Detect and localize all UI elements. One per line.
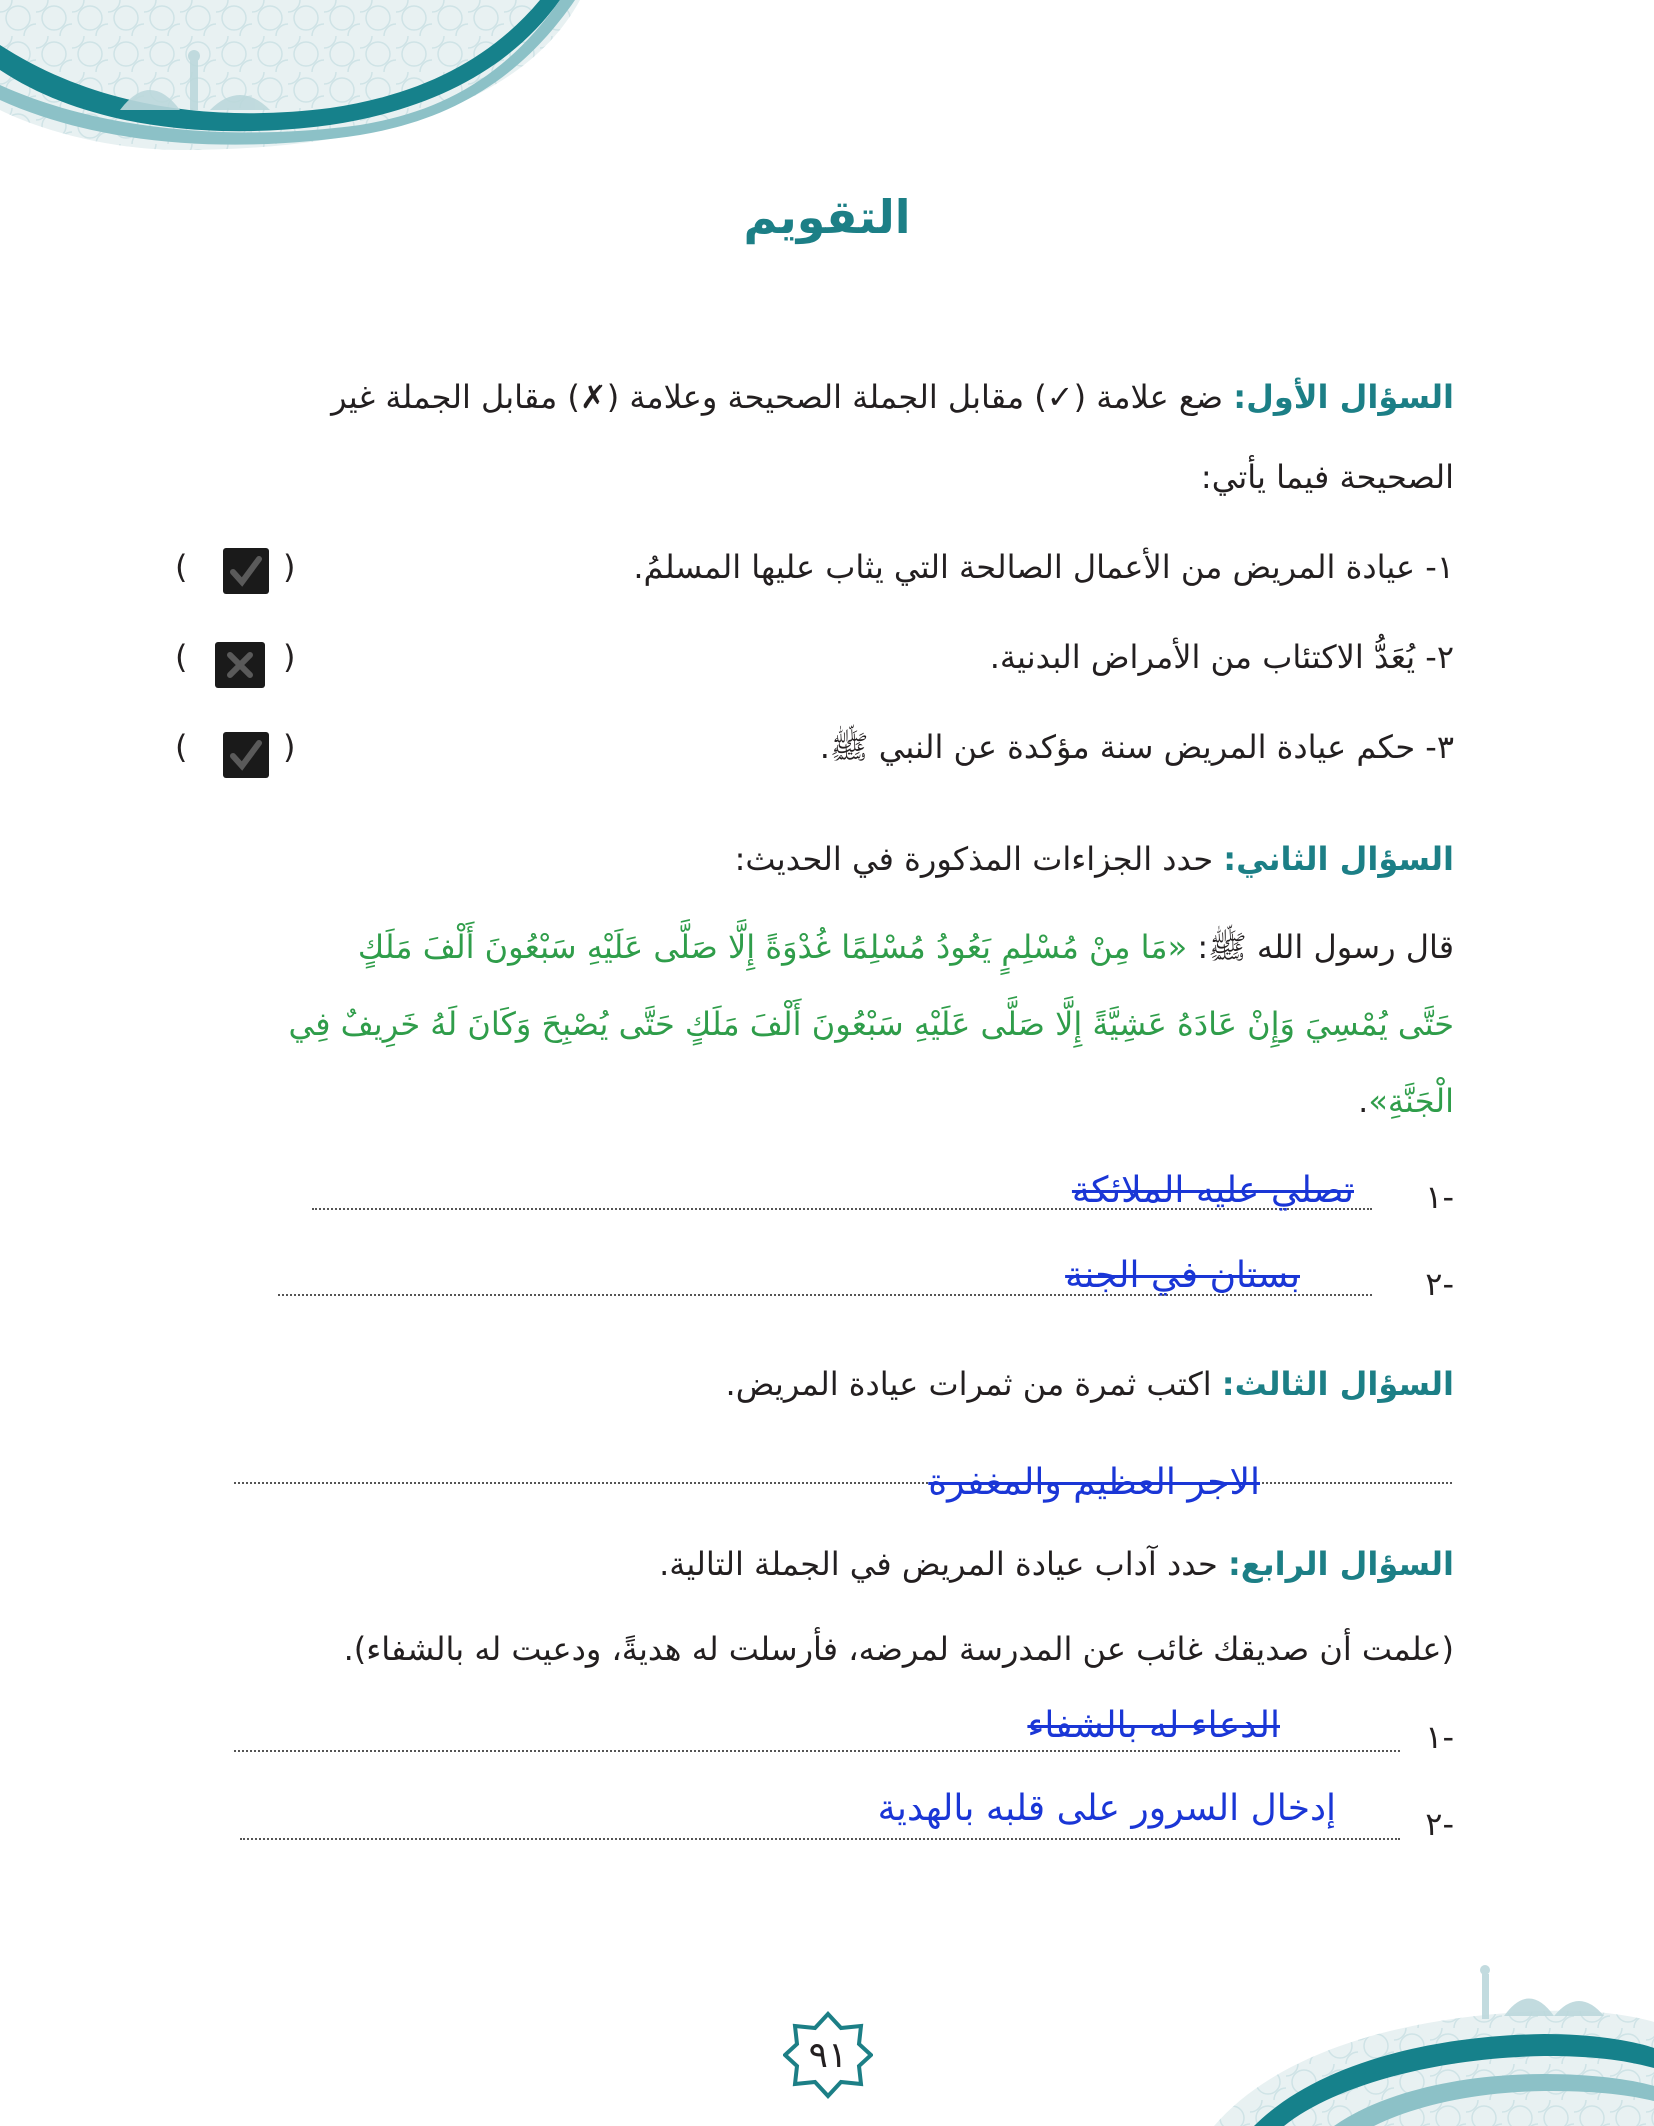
hadith-line-2: حَتَّى يُمْسِيَ وَإِنْ عَادَهُ عَشِيَّةً إِلَّا صَلَّى عَلَيْهِ سَبْعُونَ أَلْفَ مَلَكٍ حَتَّى يُصْبِحَ وَكَانَ لَهُ خَرِيفٌ فِي <box>288 1005 1454 1043</box>
q1-answer-1[interactable]: ( ) <box>175 548 295 598</box>
answer-line <box>234 1750 1400 1752</box>
q3-answer[interactable]: الاجر العظيم والمغفرة <box>928 1462 1260 1503</box>
q2-label: السؤال الثاني: <box>1223 840 1454 878</box>
checkmark-icon <box>223 548 269 594</box>
hadith-intro: قال رسول الله ﷺ: <box>1187 928 1454 966</box>
q4-text: حدد آداب عيادة المريض في الجملة التالية. <box>659 1545 1228 1583</box>
cross-icon <box>215 642 265 688</box>
q2-prompt <box>735 840 1454 878</box>
checkmark-icon <box>223 732 269 778</box>
q4-answer-num-2: ٢- <box>1425 1805 1454 1843</box>
q1-text-line1: ضع علامة (✓) مقابل الجملة الصحيحة وعلامة (✗) مقابل الجملة غير <box>331 378 1234 416</box>
hadith-text-3: الْجَنَّةِ» <box>1368 1082 1454 1120</box>
q1-statement-2: ٢- يُعَدُّ الاكتئاب من الأمراض البدنية. <box>989 638 1454 676</box>
answer-line <box>234 1482 1452 1484</box>
q2-text: حدد الجزاءات المذكورة في الحديث: <box>734 840 1224 878</box>
hadith-line-3 <box>1358 1082 1454 1120</box>
hadith-text-1: «مَا مِنْ مُسْلِمٍ يَعُودُ مُسْلِمًا غُدْوَةً إِلَّا صَلَّى عَلَيْهِ سَبْعُونَ أَلْفَ مَلَكٍ <box>357 928 1188 966</box>
decorative-corner-bottom <box>1214 1956 1654 2126</box>
q1-prompt-line2: الصحيحة فيما يأتي: <box>1200 458 1454 496</box>
q1-statement-1: ١- عيادة المريض من الأعمال الصالحة التي يثاب عليها المسلمُ. <box>633 548 1454 586</box>
q2-answer-2[interactable]: بستان في الجنة <box>1065 1255 1300 1296</box>
decorative-corner-top <box>0 0 580 160</box>
q1-label: السؤال الأول: <box>1233 378 1454 416</box>
q1-statement-3: ٣- حكم عيادة المريض سنة مؤكدة عن النبي ﷺ. <box>819 728 1454 766</box>
q4-answer-1[interactable]: الدعاء له بالشفاء <box>1027 1705 1280 1746</box>
answer-line <box>240 1838 1400 1840</box>
q4-label: السؤال الرابع: <box>1227 1545 1454 1583</box>
q3-prompt <box>726 1365 1454 1403</box>
page-number-badge <box>783 2010 873 2100</box>
q1-answer-2[interactable]: ( ) <box>175 638 295 688</box>
q4-prompt <box>659 1545 1454 1583</box>
q2-answer-num-1: ١- <box>1425 1178 1454 1216</box>
hadith-end: . <box>1358 1082 1369 1120</box>
q1-answer-3[interactable]: ( ) <box>175 728 295 778</box>
q4-answer-2[interactable]: إدخال السرور على قلبه بالهدية <box>877 1788 1336 1829</box>
q2-answer-num-2: ٢- <box>1425 1265 1454 1303</box>
hadith-line-1 <box>358 928 1454 974</box>
q4-scenario: (علمت أن صديقك غائب عن المدرسة لمرضه، فأرسلت له هديةً، ودعيت له بالشفاء). <box>343 1630 1454 1668</box>
q3-label: السؤال الثالث: <box>1221 1365 1454 1403</box>
page-number: ٩١ <box>808 2034 848 2076</box>
q2-answer-1[interactable]: تصلي عليه الملائكة <box>1071 1170 1354 1211</box>
q4-answer-num-1: ١- <box>1425 1718 1454 1756</box>
q1-prompt-line1 <box>331 378 1454 416</box>
page-title: التقويم <box>743 190 911 244</box>
q3-text: اكتب ثمرة من ثمرات عيادة المريض. <box>725 1365 1222 1403</box>
